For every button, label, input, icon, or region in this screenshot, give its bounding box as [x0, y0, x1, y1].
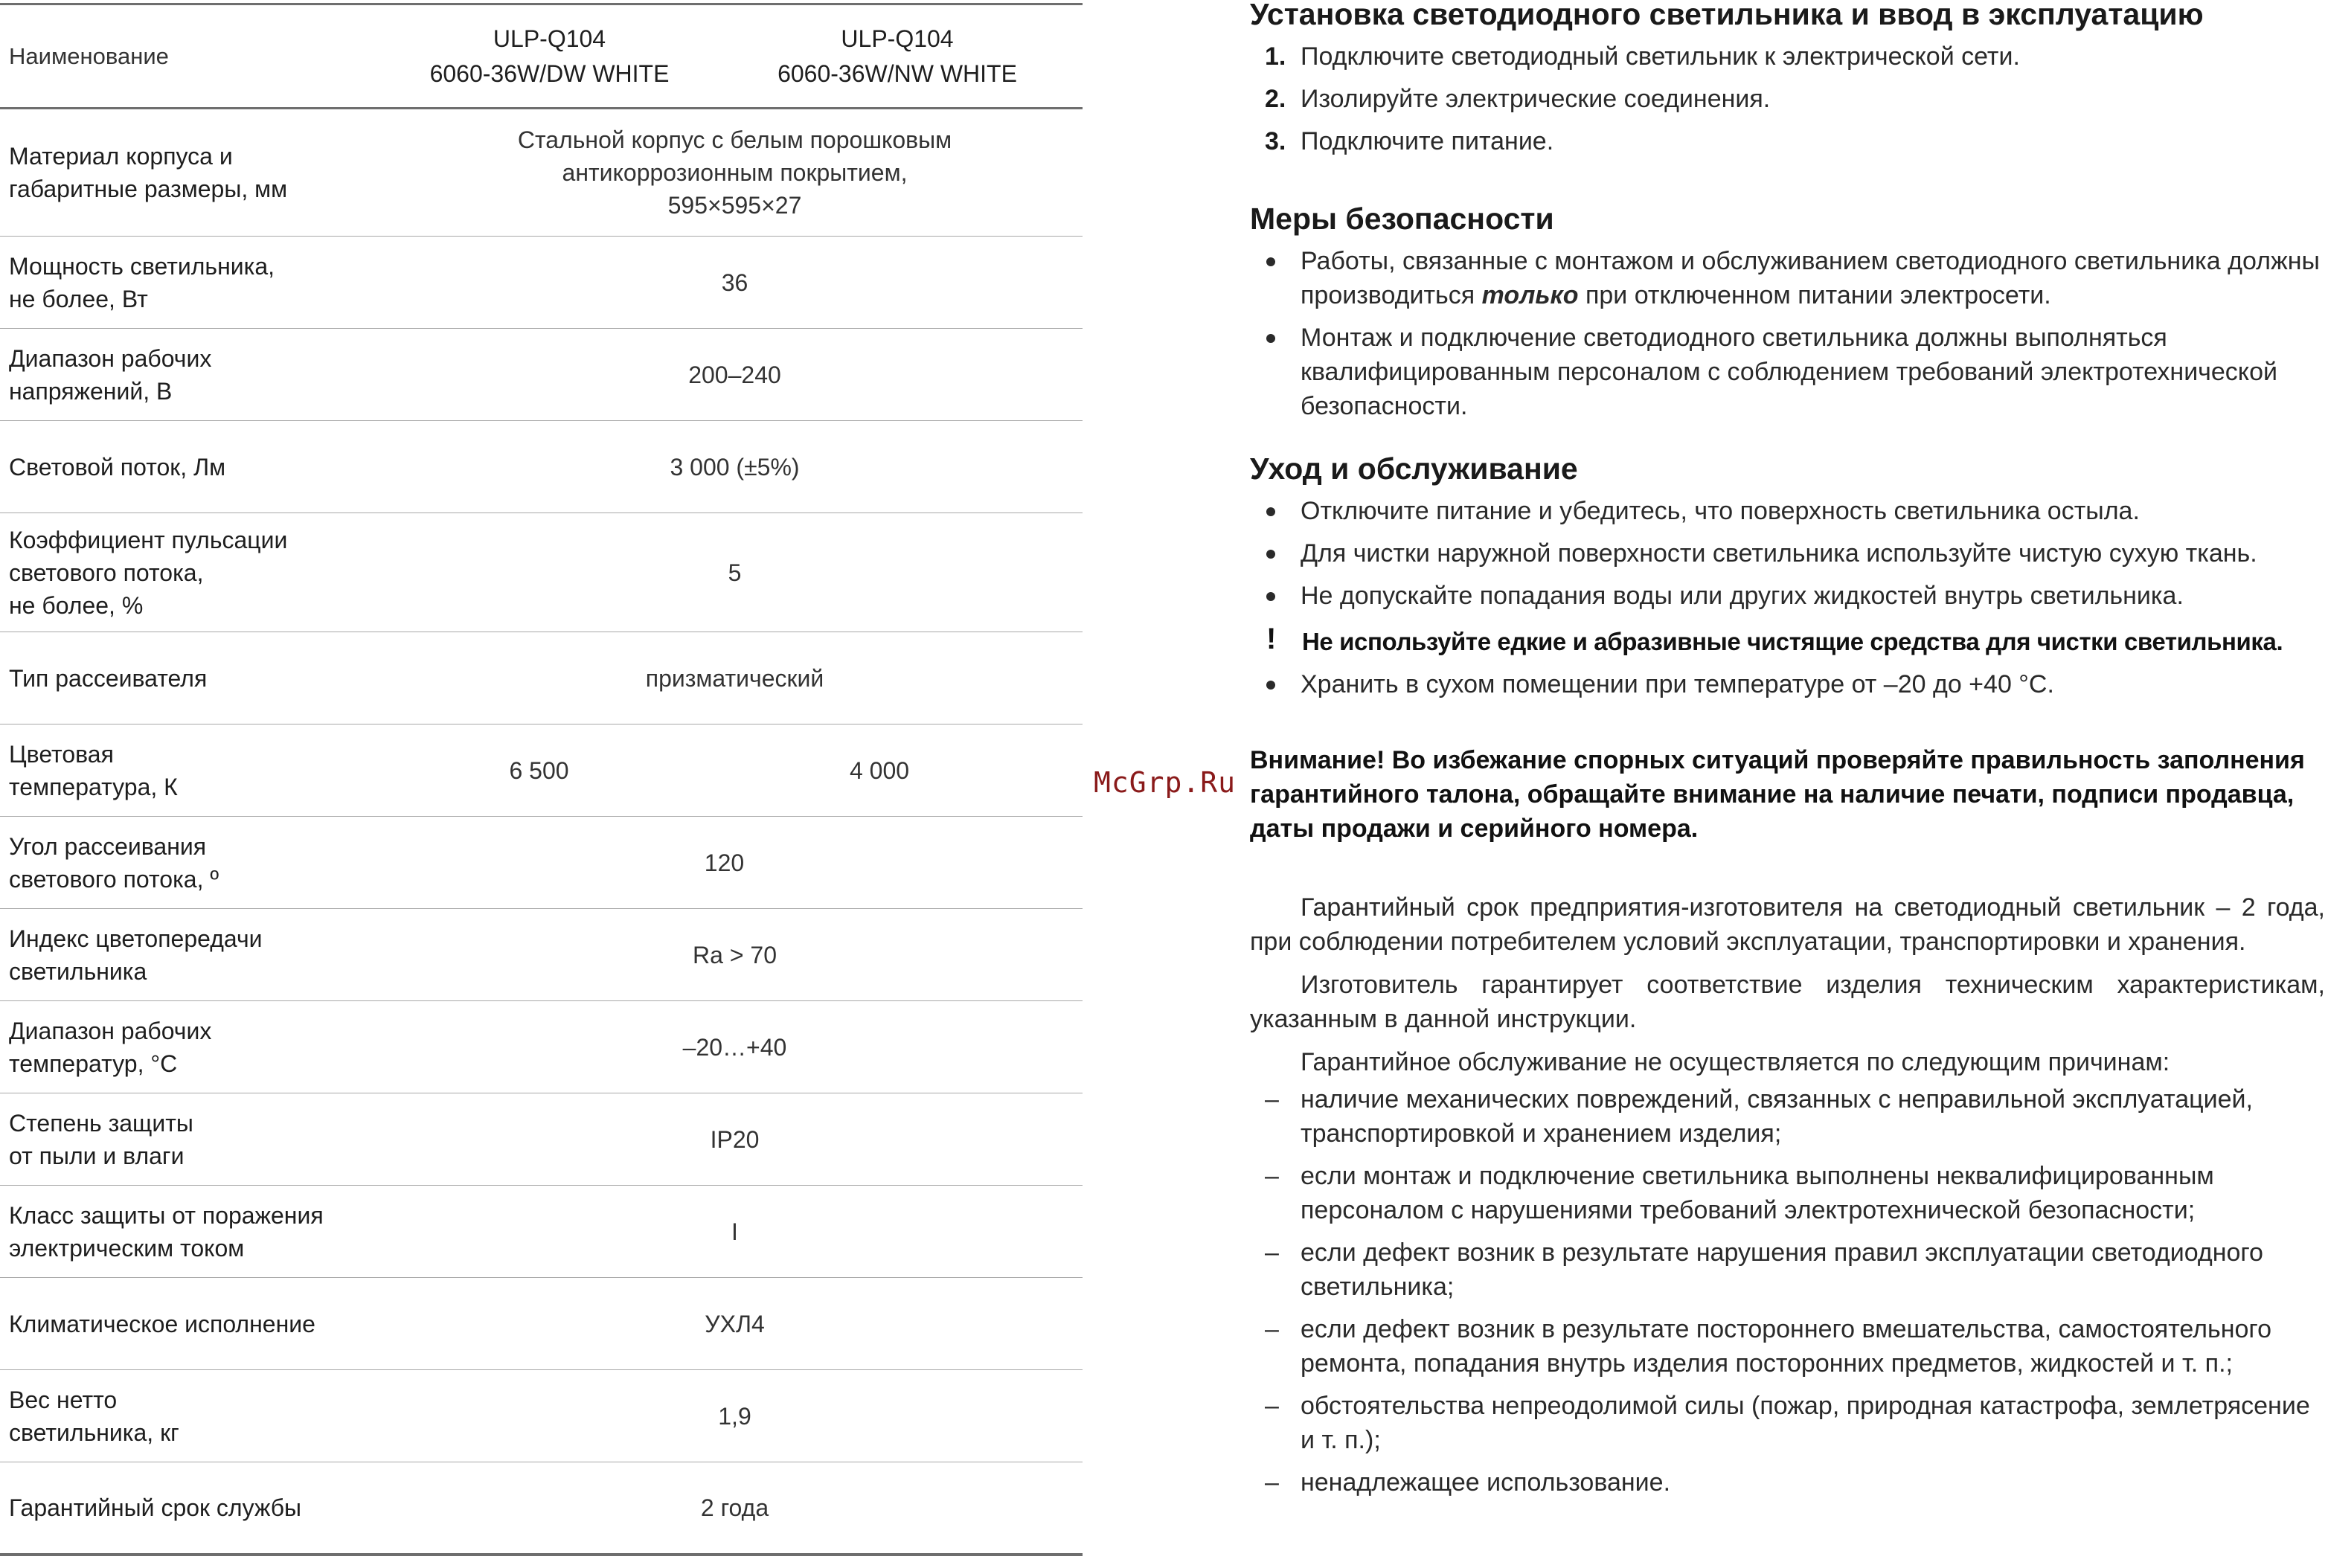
- list-item: [1250, 82, 2325, 116]
- parameter-name-line: температур, °C: [9, 1050, 178, 1077]
- table-row: [0, 109, 1083, 237]
- list-item: [1250, 1159, 2325, 1227]
- parameter-name: [0, 1093, 387, 1186]
- parameter-value-nw: 4 000: [712, 724, 1083, 817]
- parameter-value-line: 1,9: [718, 1402, 751, 1430]
- parameter-name: [0, 1278, 387, 1370]
- parameter-value-line: –20…+40: [682, 1033, 787, 1061]
- parameter-name-line: температура, К: [9, 773, 178, 800]
- list-item: [1250, 39, 2325, 74]
- header-model-dw: [387, 4, 712, 109]
- parameter-value-line: Стальной корпус с белым порошковым: [517, 126, 952, 153]
- reason-text: если дефект возник в результате постороннего вмешательства, самостоятельного ремонта, попадания внутрь изделия посторонних предметов, жидкостей и т. п.;: [1301, 1315, 2271, 1378]
- parameter-name-line: Тип рассеивателя: [9, 664, 208, 692]
- dash-icon: –: [1265, 1392, 1279, 1420]
- parameter-name: [0, 513, 387, 632]
- care-text: Для чистки наружной поверхности светильника используйте чистую сухую ткань.: [1301, 539, 2257, 568]
- care-list: [1250, 494, 2325, 613]
- header-model-nw-line: ULP-Q104: [841, 25, 954, 52]
- parameter-value-line: Ra > 70: [693, 941, 777, 968]
- warranty-paragraph-3: Гарантийное обслуживание не осуществляется по следующим причинам:: [1301, 1048, 2170, 1076]
- parameter-value: [387, 1186, 1083, 1278]
- parameter-value: [387, 817, 1083, 909]
- warranty-reasons: [1250, 1082, 2325, 1500]
- parameter-value-line: 120: [704, 849, 745, 876]
- parameter-name: [0, 109, 387, 237]
- list-item: [1250, 1389, 2325, 1457]
- dash-icon: –: [1265, 1238, 1279, 1267]
- safety-text-1a: Работы, связанные с монтажом и обслуживанием светодиодного светильника должны производиться: [1301, 247, 2320, 309]
- table-row: [0, 909, 1083, 1001]
- safety-title: Меры безопасности: [1250, 202, 1554, 236]
- table-row: [0, 1001, 1083, 1093]
- specifications-table: [0, 3, 1083, 1556]
- parameter-value-line: 3 000 (±5%): [670, 453, 800, 481]
- parameter-name-line: Цветовая: [9, 740, 114, 768]
- header-model-dw-line: 6060-36W/DW WHITE: [429, 60, 670, 87]
- parameter-value-line: 5: [728, 559, 742, 586]
- parameter-name-line: габаритные размеры, мм: [9, 176, 288, 202]
- parameter-value: [387, 632, 1083, 724]
- parameter-name: [0, 909, 387, 1001]
- parameter-name-line: Вес нетто: [9, 1386, 118, 1413]
- parameter-value-line: 36: [721, 269, 748, 296]
- table-header-row: [0, 4, 1083, 109]
- parameter-value: [387, 1370, 1083, 1462]
- parameter-name-line: Коэффициент пульсации: [9, 526, 288, 553]
- table-row: [0, 329, 1083, 421]
- parameter-value: [387, 1278, 1083, 1370]
- parameter-name-line: не более, %: [9, 591, 144, 619]
- parameter-value: [387, 109, 1083, 237]
- warranty-paragraph-2: Изготовитель гарантирует соответствие изделия техническим характеристикам, указанным в данной инструкции.: [1250, 971, 2325, 1033]
- parameter-value-dw: 6 500: [387, 724, 712, 817]
- parameter-value: [387, 421, 1083, 513]
- parameter-value: [387, 1093, 1083, 1186]
- parameter-name-line: светильника, кг: [9, 1418, 179, 1446]
- header-model-nw: [712, 4, 1083, 109]
- parameter-value: [387, 1001, 1083, 1093]
- list-item: [1250, 1236, 2325, 1304]
- bullet-icon: [1266, 550, 1275, 559]
- list-item: [1250, 667, 2325, 701]
- parameter-value-line: антикоррозионным покрытием,: [562, 159, 908, 186]
- parameter-name-line: Диапазон рабочих: [9, 1017, 212, 1044]
- parameter-name-line: электрическим током: [9, 1234, 245, 1262]
- list-item: [1250, 124, 2325, 158]
- bullet-icon: [1266, 257, 1275, 266]
- table-row: [0, 724, 1083, 817]
- care-title: Уход и обслуживание: [1250, 452, 1578, 486]
- dash-icon: –: [1265, 1085, 1279, 1114]
- safety-text-1b: при отключенном питании электросети.: [1578, 281, 2051, 309]
- list-item: [1250, 1312, 2325, 1381]
- parameter-value: [387, 329, 1083, 421]
- parameter-name-line: Диапазон рабочих: [9, 344, 212, 372]
- step-number: 3.: [1265, 127, 1286, 155]
- parameter-name-line: Индекс цветопередачи: [9, 925, 263, 952]
- parameter-name: [0, 632, 387, 724]
- table-row: [0, 817, 1083, 909]
- parameter-name-line: светового потока, º: [9, 865, 219, 893]
- header-model-nw-line: 6060-36W/NW WHITE: [777, 60, 1017, 87]
- parameter-name-line: Материал корпуса и: [9, 143, 233, 170]
- parameter-name-line: Угол рассеивания: [9, 832, 207, 860]
- install-steps: [1250, 39, 2325, 158]
- table-row: [0, 632, 1083, 724]
- care-text: Отключите питание и убедитесь, что поверхность светильника остыла.: [1301, 497, 2140, 525]
- dash-icon: –: [1265, 1315, 1279, 1343]
- parameter-value-line: 595×595×27: [667, 192, 802, 219]
- parameter-name-line: Класс защиты от поражения: [9, 1201, 324, 1229]
- reason-text: если монтаж и подключение светильника выполнены неквалифицированным персоналом с нарушениями требований электротехнической безопасности;: [1301, 1162, 2214, 1224]
- reason-text: если дефект возник в результате нарушения правил эксплуатации светодиодного светильника;: [1301, 1238, 2263, 1301]
- parameter-value: [387, 1462, 1083, 1555]
- parameter-name-line: Степень защиты: [9, 1109, 193, 1137]
- care-warning-text: Не используйте едкие и абразивные чистящие средства для чистки светильника.: [1302, 628, 2283, 655]
- parameter-name: [0, 421, 387, 513]
- step-text: Подключите светодиодный светильник к электрической сети.: [1301, 42, 2020, 71]
- parameter-name: [0, 1001, 387, 1093]
- storage-list: [1250, 667, 2325, 701]
- list-item: [1250, 579, 2325, 613]
- care-text: Не допускайте попадания воды или других жидкостей внутрь светильника.: [1301, 582, 2184, 610]
- table-row: [0, 1462, 1083, 1555]
- list-item: [1250, 494, 2325, 528]
- parameter-name: [0, 724, 387, 817]
- care-warning: [1250, 625, 2325, 659]
- warranty-paragraph-1: Гарантийный срок предприятия-изготовителя на светодиодный светильник – 2 года, при соблюдении потребителем условий эксплуатации, транспортировки и хранения.: [1250, 893, 2325, 956]
- parameter-name: [0, 817, 387, 909]
- table-row: [0, 421, 1083, 513]
- parameter-value-line: УХЛ4: [705, 1310, 765, 1337]
- attention-block: [1250, 743, 2325, 846]
- parameter-name-line: Климатическое исполнение: [9, 1310, 315, 1337]
- step-number: 1.: [1265, 42, 1286, 71]
- list-item: [1250, 321, 2325, 423]
- bullet-icon: [1266, 334, 1275, 343]
- parameter-value: [387, 909, 1083, 1001]
- table-row: [0, 513, 1083, 632]
- dash-icon: –: [1265, 1468, 1279, 1497]
- dash-icon: –: [1265, 1162, 1279, 1190]
- safety-text-2: Монтаж и подключение светодиодного светильника должны выполняться квалифицированным персоналом с соблюдением требований электротехнической безопасности.: [1301, 324, 2277, 420]
- safety-emphasis: только: [1481, 281, 1579, 309]
- storage-text: Хранить в сухом помещении при температуре от –20 до +40 °С.: [1301, 670, 2054, 698]
- parameter-name: [0, 1370, 387, 1462]
- parameter-name-line: напряжений, В: [9, 377, 173, 405]
- list-item: [1250, 244, 2325, 312]
- parameter-value: [387, 513, 1083, 632]
- parameter-value-line: 200–240: [688, 361, 781, 388]
- instructions-column: [1250, 0, 2325, 1500]
- bullet-icon: [1266, 592, 1275, 601]
- parameter-value-line: I: [731, 1218, 738, 1245]
- install-title: Установка светодиодного светильника и ввод в эксплуатацию: [1250, 0, 2204, 31]
- step-text: Изолируйте электрические соединения.: [1301, 85, 1771, 113]
- step-number: 2.: [1265, 85, 1286, 113]
- header-name: Наименование: [0, 4, 387, 109]
- parameter-name: [0, 237, 387, 329]
- bullet-icon: [1266, 681, 1275, 690]
- watermark: McGrp.Ru: [1094, 766, 1237, 799]
- parameter-name-line: Мощность светильника,: [9, 252, 275, 280]
- parameter-name: [0, 1462, 387, 1555]
- list-item: [1250, 1082, 2325, 1151]
- header-model-dw-line: ULP-Q104: [493, 25, 606, 52]
- parameter-name-line: светового потока,: [9, 559, 204, 586]
- parameter-name-line: от пыли и влаги: [9, 1142, 185, 1169]
- parameter-name: [0, 329, 387, 421]
- list-item: [1250, 536, 2325, 571]
- step-text: Подключите питание.: [1301, 127, 1554, 155]
- table-row: [0, 1093, 1083, 1186]
- exclamation-icon: !: [1266, 623, 1277, 655]
- list-item: [1250, 1465, 2325, 1500]
- reason-text: ненадлежащее использование.: [1301, 1468, 1671, 1497]
- table-row: [0, 1278, 1083, 1370]
- parameter-name-line: светильника: [9, 957, 147, 985]
- parameter-name: [0, 1186, 387, 1278]
- reason-text: наличие механических повреждений, связанных с неправильной эксплуатацией, транспортировкой и хранением изделия;: [1301, 1085, 2253, 1148]
- attention-text: Во избежание спорных ситуаций проверяйте правильность заполнения гарантийного талона, обращайте внимание на наличие печати, подписи продавца, даты продажи и серийного номера.: [1250, 746, 2305, 843]
- attention-label: Внимание!: [1250, 746, 1385, 774]
- parameter-value-line: призматический: [645, 664, 824, 692]
- parameter-name-line: не более, Вт: [9, 285, 148, 312]
- safety-list: [1250, 244, 2325, 423]
- parameter-value: [387, 237, 1083, 329]
- parameter-value-line: 2 года: [700, 1494, 769, 1521]
- table-row: [0, 1186, 1083, 1278]
- parameter-name-line: Световой поток, Лм: [9, 453, 226, 481]
- table-row: [0, 1370, 1083, 1462]
- reason-text: обстоятельства непреодолимой силы (пожар, природная катастрофа, землетрясение и т. п.);: [1301, 1392, 2310, 1454]
- table-row: [0, 237, 1083, 329]
- parameter-name-line: Гарантийный срок службы: [9, 1494, 302, 1521]
- parameter-value-line: IP20: [710, 1125, 760, 1153]
- bullet-icon: [1266, 507, 1275, 516]
